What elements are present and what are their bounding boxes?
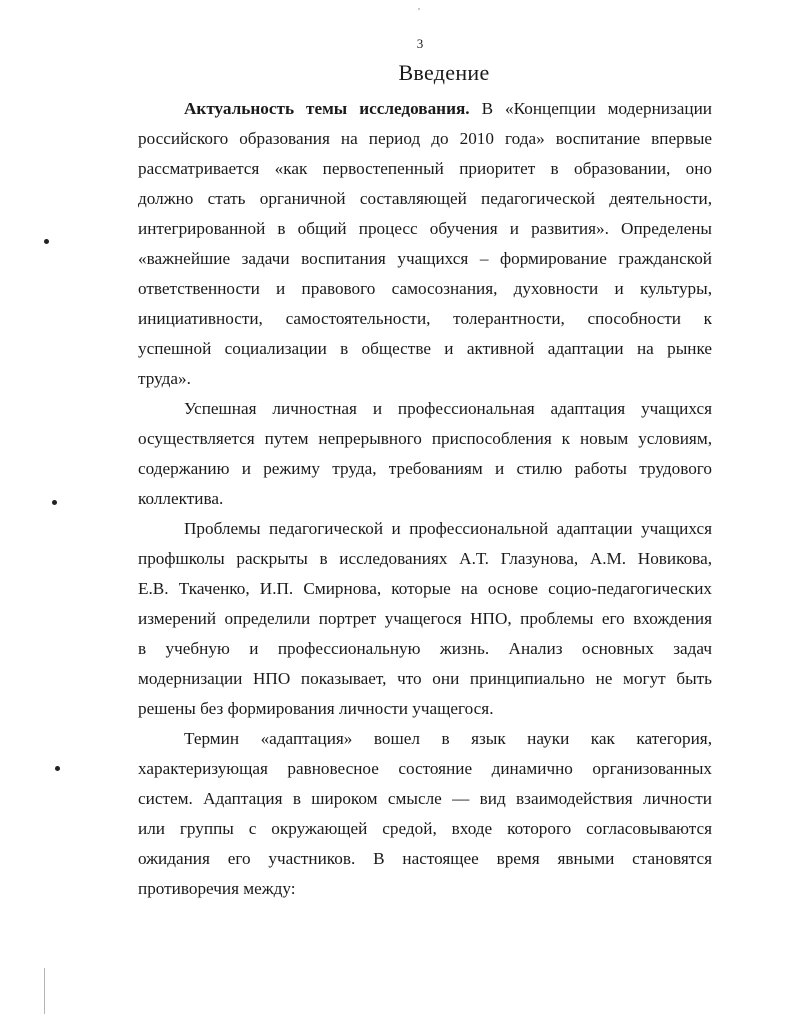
text-line bbox=[138, 844, 712, 874]
line-text: в учебную и профессиональную жизнь. Анализ основных задач bbox=[138, 639, 712, 658]
line-text: или группы с окружающей средой, входе которого согласовываются bbox=[138, 819, 712, 838]
line-text: успешной социализации в обществе и активной адаптации на рынке bbox=[138, 339, 712, 358]
text-line bbox=[138, 604, 712, 634]
text-line bbox=[138, 214, 712, 244]
section-heading: Введение bbox=[398, 60, 490, 85]
page-number: 3 bbox=[416, 36, 424, 51]
line-text: «важнейшие задачи воспитания учащихся – формирование гражданской bbox=[138, 249, 712, 268]
line-text: В «Концепции модернизации bbox=[469, 99, 712, 118]
text-line bbox=[138, 544, 712, 574]
text-line bbox=[138, 184, 712, 214]
line-text: Успешная личностная и профессиональная адаптация учащихся bbox=[184, 399, 712, 418]
text-line bbox=[138, 394, 712, 424]
line-text: Проблемы педагогической и профессиональной адаптации учащихся bbox=[184, 519, 712, 538]
line-text: осуществляется путем непрерывного приспособления к новым условиям, bbox=[138, 429, 712, 448]
text-line bbox=[138, 94, 712, 124]
text-line bbox=[138, 514, 712, 544]
line-text: противоречия между: bbox=[138, 879, 296, 898]
text-line bbox=[138, 304, 712, 334]
line-text: решены без формирования личности учащегося. bbox=[138, 699, 494, 718]
line-text: систем. Адаптация в широком смысле — вид взаимодействия личности bbox=[138, 789, 712, 808]
line-text: российского образования на период до 2010 года» воспитание впервые bbox=[138, 129, 712, 148]
line-text: содержанию и режиму труда, требованиям и стилю работы трудового bbox=[138, 459, 712, 478]
text-line bbox=[138, 244, 712, 274]
line-text: инициативности, самостоятельности, толерантности, способности к bbox=[138, 309, 712, 328]
text-line bbox=[138, 154, 712, 184]
margin-mark-1 bbox=[44, 239, 49, 244]
text-line bbox=[138, 784, 712, 814]
text-line bbox=[138, 274, 712, 304]
line-text: измерений определили портрет учащегося НПО, проблемы его вхождения bbox=[138, 609, 712, 628]
bold-lead-phrase: Актуальность темы исследования. bbox=[184, 99, 470, 118]
line-text: ответственности и правового самосознания, духовности и культуры, bbox=[138, 279, 712, 298]
text-line bbox=[138, 874, 712, 904]
body-text bbox=[138, 94, 712, 904]
scan-edge-line bbox=[44, 968, 45, 1014]
text-line bbox=[138, 754, 712, 784]
line-text: коллектива. bbox=[138, 489, 224, 508]
text-line bbox=[138, 484, 712, 514]
line-text: Е.В. Ткаченко, И.П. Смирнова, которые на основе социо-педагогических bbox=[138, 579, 712, 598]
line-text: рассматривается «как первостепенный приоритет в образовании, оно bbox=[138, 159, 712, 178]
line-text: профшколы раскрыты в исследованиях А.Т. Глазунова, А.М. Новикова, bbox=[138, 549, 712, 568]
text-line bbox=[138, 634, 712, 664]
text-line bbox=[138, 574, 712, 604]
text-line bbox=[138, 424, 712, 454]
text-line bbox=[138, 724, 712, 754]
text-line bbox=[138, 364, 712, 394]
line-text: модернизации НПО показывает, что они принципиально не могут быть bbox=[138, 669, 712, 688]
text-line bbox=[138, 124, 712, 154]
line-text: ожидания его участников. В настоящее время явными становятся bbox=[138, 849, 712, 868]
text-line bbox=[138, 334, 712, 364]
text-line bbox=[138, 664, 712, 694]
text-line bbox=[138, 814, 712, 844]
line-text: характеризующая равновесное состояние динамично организованных bbox=[138, 759, 712, 778]
line-text: должно стать органичной составляющей педагогической деятельности, bbox=[138, 189, 712, 208]
text-line bbox=[138, 694, 712, 724]
scan-speck bbox=[418, 8, 420, 10]
margin-mark-2 bbox=[52, 500, 57, 505]
line-text: Термин «адаптация» вошел в язык науки как категория, bbox=[184, 729, 712, 748]
text-line bbox=[138, 454, 712, 484]
margin-mark-3 bbox=[55, 766, 60, 771]
line-text: труда». bbox=[138, 369, 191, 388]
line-text: интегрированной в общий процесс обучения и развития». Определены bbox=[138, 219, 712, 238]
